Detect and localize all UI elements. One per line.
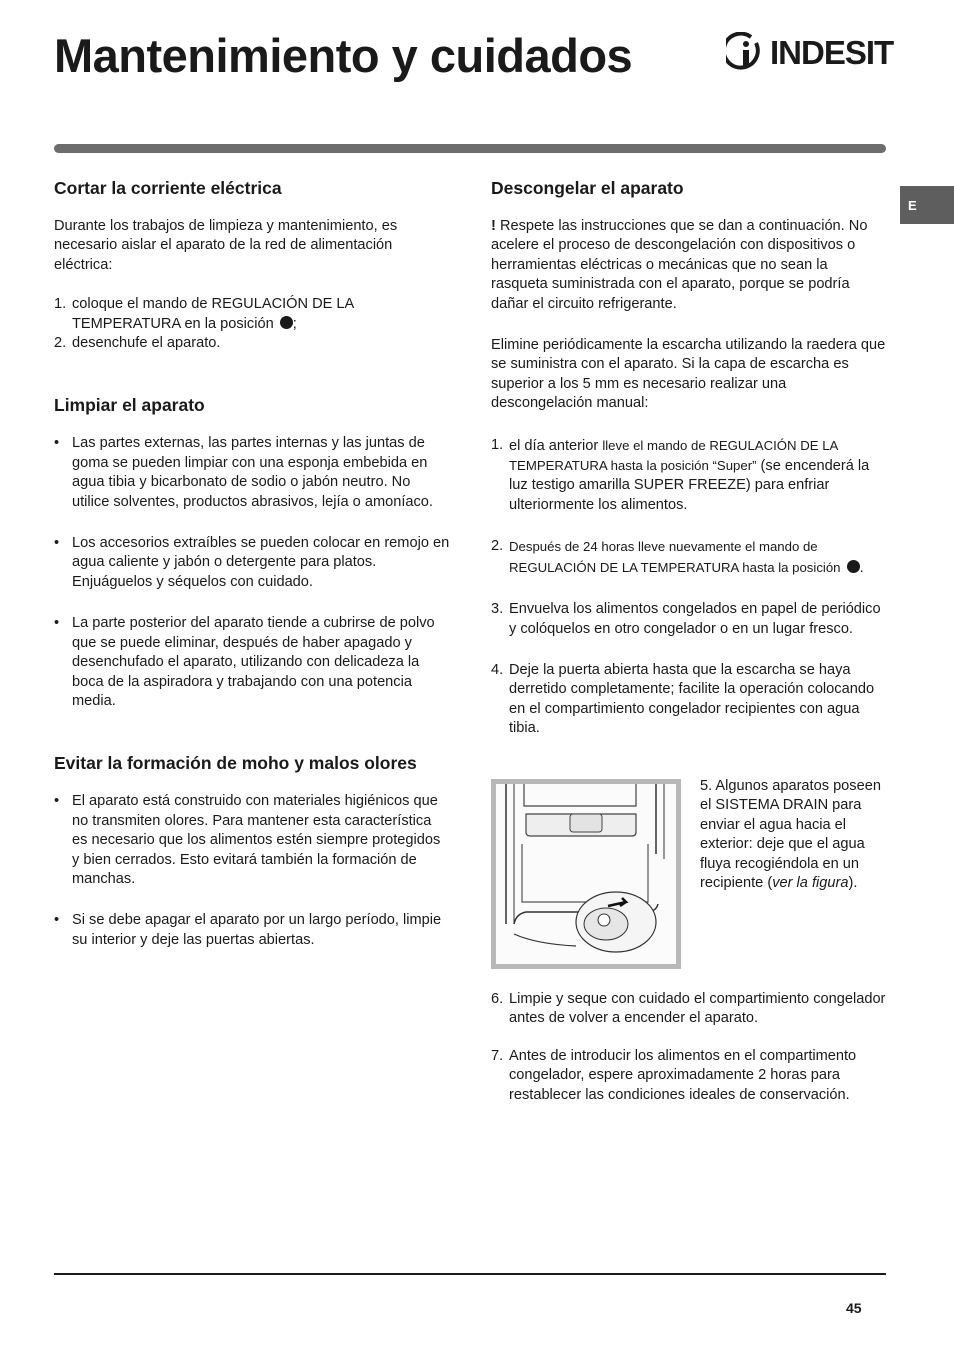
drain-system-figure xyxy=(491,779,681,969)
list-text-end: ). xyxy=(848,875,858,892)
list-number: 2. xyxy=(54,335,67,352)
bullet-icon: • xyxy=(54,615,60,632)
brand-i-icon xyxy=(726,32,766,76)
list-text: Limpie y seque con cuidado el compartimiento congelador antes de volver a encender el aparato. xyxy=(509,991,886,1027)
section-heading: Evitar la formación de moho y malos olores xyxy=(54,753,417,774)
list-number: 3. xyxy=(491,601,504,618)
list-item xyxy=(54,911,450,950)
list-number: 1. xyxy=(491,436,504,453)
left-column xyxy=(54,178,450,950)
section-heading: Cortar la corriente eléctrica xyxy=(54,178,282,198)
list-item xyxy=(54,295,450,334)
language-tab: E xyxy=(900,186,954,224)
header-rule xyxy=(54,144,886,153)
bullet-list xyxy=(54,792,450,950)
list-number: 6. xyxy=(491,991,504,1007)
bullet-icon: • xyxy=(54,912,60,929)
numbered-list xyxy=(54,295,450,353)
list-item xyxy=(491,1047,887,1105)
list-text: desenchufe el aparato. xyxy=(72,335,221,352)
bullet-list xyxy=(54,434,450,711)
section-heading: Descongelar el aparato xyxy=(491,178,684,198)
page-title: Mantenimiento y cuidados xyxy=(54,29,633,82)
list-item xyxy=(54,334,450,353)
list-item xyxy=(54,614,450,711)
list-text-small: Después de 24 horas lleve nuevamente el mando de REGULACIÓN DE LA TEMPERATURA hasta la posición xyxy=(509,539,841,575)
list-text: Envuelva los alimentos congelados en papel de periódico y colóquelos en otro congelador o en un lugar fresco. xyxy=(509,601,881,637)
list-text: (se encenderá la luz testigo amarilla SUPER FREEZE) para enfriar ulteriormente los alimentos. xyxy=(509,458,870,513)
warning-paragraph xyxy=(491,217,887,314)
list-item xyxy=(491,661,887,739)
brand-name: INDESIT xyxy=(770,34,894,71)
right-column xyxy=(491,178,887,1103)
list-text: coloque el mando de REGULACIÓN DE LA TEMPERATURA en la posición xyxy=(72,296,354,332)
position-dot-icon xyxy=(847,560,860,573)
list-number: 5. xyxy=(700,778,713,794)
list-text-end: . xyxy=(859,559,864,576)
list-item xyxy=(491,990,887,1029)
paragraph: Durante los trabajos de limpieza y mantenimiento, es necesario aislar el aparato de la red de alimentación eléctrica: xyxy=(54,218,398,273)
list-text: Los accesorios extraíbles se pueden colocar en remojo en agua caliente y jabón o detergente para platos. Enjuáguelos y séquelos con cuidado. xyxy=(72,535,450,590)
list-item xyxy=(54,792,450,889)
list-item xyxy=(700,777,890,893)
list-number: 7. xyxy=(491,1047,504,1064)
footer-rule xyxy=(54,1273,886,1275)
refrigerator-drain-icon xyxy=(496,784,676,964)
list-number: 1. xyxy=(54,296,67,313)
numbered-list xyxy=(491,990,887,1105)
position-dot-icon xyxy=(280,316,293,329)
list-text-italic: ver la figura xyxy=(772,875,849,892)
list-number: 4. xyxy=(491,661,504,678)
brand-logo xyxy=(726,32,894,76)
list-text: Algunos aparatos poseen el SISTEMA DRAIN para enviar el agua hacia el exterior: deje que el agua fluya recogiéndola en un recipiente ( xyxy=(700,778,881,892)
list-item xyxy=(54,434,450,512)
list-item xyxy=(54,534,450,592)
paragraph: Elimine periódicamente la escarcha utilizando la raedera que se suministra con el aparato. Si la capa de escarcha es superior a los 5 mm es necesario realizar una descongelación manual: xyxy=(491,337,886,412)
list-text: Las partes externas, las partes internas y las juntas de goma se pueden limpiar con una esponja embebida en agua tibia y bicarbonato de sodio o jabón neutro. No utilice solventes, productos abrasivos, lejía o amoníaco. xyxy=(72,435,433,510)
bullet-icon: • xyxy=(54,793,60,810)
warning-mark: ! xyxy=(491,218,496,234)
list-text: El aparato está construido con materiales higiénicos que no transmiten olores. Para mantener esta característica es necesario que los alimentos estén siempre protegidos y bien cerrados. Esto evitará también la formación de manchas. xyxy=(72,793,441,887)
list-text: Si se debe apagar el aparato por un largo período, limpie su interior y deje las puertas abiertas. xyxy=(72,912,442,948)
bullet-icon: • xyxy=(54,535,60,552)
page-number: 45 xyxy=(846,1300,862,1316)
list-text: Deje la puerta abierta hasta que la escarcha se haya derretido completamente; facilite la operación colocando en el compartimiento congelador recipientes con agua tibia. xyxy=(509,661,875,737)
list-text-small: lleve el mando de REGULACIÓN DE LA TEMPERATURA hasta la posición “Super” xyxy=(509,437,838,474)
list-text: Antes de introducir los alimentos en el compartimento congelador, espere aproximadamente 2 horas para restablecer las condiciones ideales de conservación. xyxy=(509,1047,857,1103)
list-item xyxy=(491,436,887,516)
bullet-icon: • xyxy=(54,435,60,452)
list-text-end: ; xyxy=(292,315,297,332)
section-heading: Limpiar el aparato xyxy=(54,395,205,416)
list-text: el día anterior xyxy=(509,437,599,454)
list-text: La parte posterior del aparato tiende a cubrirse de polvo que se puede eliminar, después de haber apagado y desenchufado el aparato, utilizando con delicadeza la boca de la aspiradora y trabajando con una potencia media. xyxy=(72,615,435,709)
numbered-list xyxy=(491,436,887,739)
list-number: 2. xyxy=(491,538,504,555)
warning-text: Respete las instrucciones que se dan a continuación. No acelere el proceso de descongelación con dispositivos o herramientas eléctricas o mecánicas que no sean la rasqueta suministrada con el aparato, porque se podría dañar el circuito refrigerante. xyxy=(491,218,868,312)
list-item xyxy=(491,537,887,578)
list-item xyxy=(491,600,887,639)
